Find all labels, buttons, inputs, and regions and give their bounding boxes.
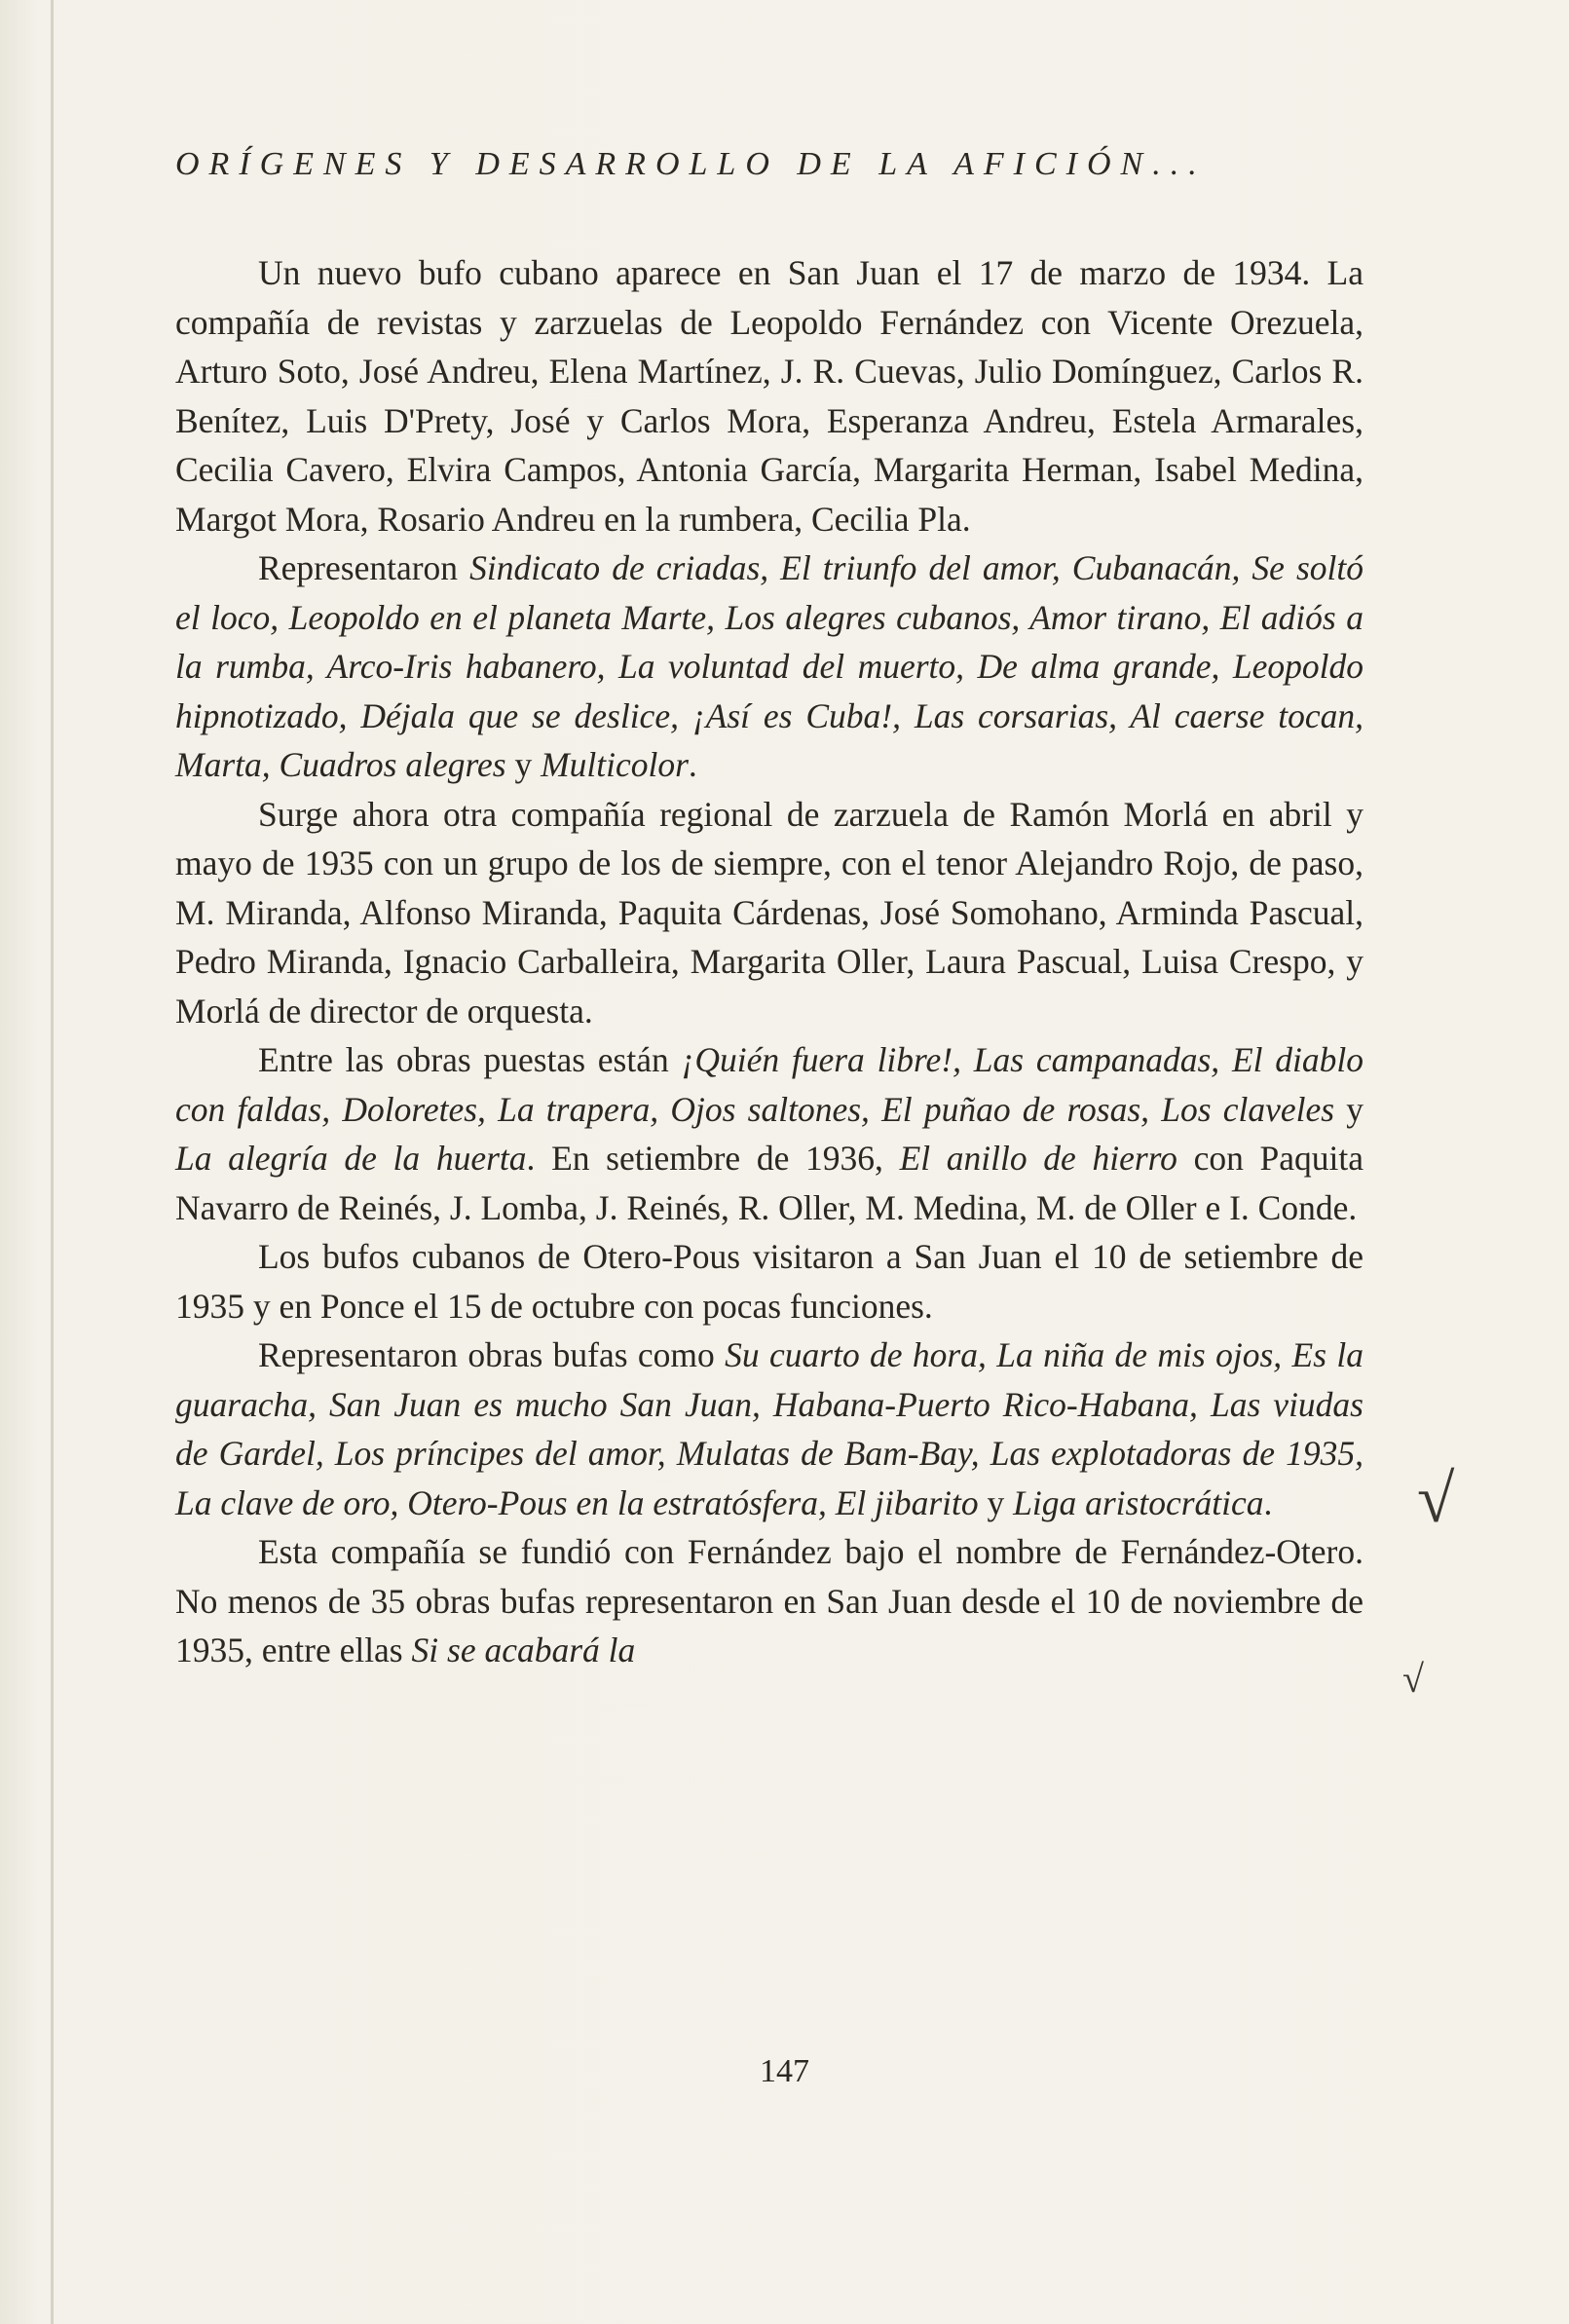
italic-title-run: Liga aristocrática [1013,1482,1264,1522]
paragraph [175,544,1364,790]
text-run: Representaron obras bufas como [258,1335,726,1374]
text-run: Un nuevo bufo cubano aparece en San Juan el 17 de marzo de 1934. La compañía de revistas y zarzuelas de Leopoldo Fernández con Vicente Orezuela, Arturo Soto, José Andreu, Elena Martínez, J. R. Cuevas, Julio Domínguez, Carlos R. Benítez, Luis D'Prety, José y Carlos Mora, Esperanza Andreu, Estela Armarales, Cecilia Cavero, Elvira Campos, Antonia García, Margarita Herman, Isabel Medina, Margot Mora, Rosario Andreu en la rumbera, Cecilia Pla. [175,253,1364,539]
italic-title-run: Multicolor [541,745,689,784]
paragraph [175,1527,1364,1675]
text-run: y [1334,1089,1364,1129]
italic-title-run: Si se acabará la [411,1631,636,1669]
italic-title-run: Sindicato de criadas, El triunfo del amor, Cubanacán, Se soltó el loco, Leopoldo en el planeta Marte, Los alegres cubanos, Amor tirano, El adiós a la rumba, Arco-Iris habanero, La voluntad del muerto, De alma grande, Leopoldo hipnotizado, Déjala que se deslice, ¡Así es Cuba!, Las corsarias, Al caerse tocan, Marta, Cuadros alegres [175,548,1364,784]
running-head: ORÍGENES Y DESARROLLO DE LA AFICIÓN... [175,146,1207,182]
text-run: Representaron [258,548,470,587]
text-run: Entre las obras puestas están [258,1040,682,1079]
text-run: . En setiembre de 1936, [526,1139,900,1178]
paragraph [175,790,1364,1036]
text-run: . [688,745,697,784]
paragraph [175,1331,1364,1527]
text-run: Esta compañía se fundió con Fernández bajo el nombre de Fernández-Otero. No menos de 35 obras bufas representaron en San Juan desde el 10 de noviembre de 1935, entre ellas [175,1532,1364,1669]
italic-title-run: Su cuarto de hora, La niña de mis ojos, Es la guaracha, San Juan es mucho San Juan, Habana-Puerto Rico-Habana, Las viudas de Gardel, Los príncipes del amor, Mulatas de Bam-Bay, Las explotadoras de 1935, La clave de oro, Otero-Pous en la estratósfera, El jibarito [175,1335,1364,1522]
text-run: y [978,1482,1014,1522]
text-run: Los bufos cubanos de Otero-Pous visitaron a San Juan el 10 de setiembre de 1935 y en Ponce el 15 de octubre con pocas funciones. [175,1237,1364,1326]
text-run: Surge ahora otra compañía regional de zarzuela de Ramón Morlá en abril y mayo de 1935 con un grupo de los de siempre, con el tenor Alejandro Rojo, de paso, M. Miranda, Alfonso Miranda, Paquita Cárdenas, José Somohano, Arminda Pascual, Pedro Miranda, Ignacio Carballeira, Margarita Oller, Laura Pascual, Luisa Crespo, y Morlá de director de orquesta. [175,794,1364,1031]
page-gutter-shadow [51,0,54,2324]
text-run: y [505,745,542,784]
paragraph [175,1035,1364,1232]
margin-check-mark: √ [1417,1462,1455,1537]
italic-title-run: ¡Quién fuera libre!, Las campanadas, El diablo con faldas, Doloretes, La trapera, Ojos saltones, El puñao de rosas, Los claveles [175,1040,1364,1129]
text-run: . [1263,1482,1273,1522]
paragraph [175,248,1364,544]
paragraph [175,1232,1364,1331]
italic-title-run: La alegría de la huerta [175,1139,527,1178]
body-text [175,248,1364,1675]
text-run: con Paquita Navarro de Reinés, J. Lomba, J. Reinés, R. Oller, M. Medina, M. de Oller e I. Conde. [175,1139,1364,1227]
italic-title-run: El anillo de hierro [899,1139,1177,1178]
page-number: 147 [760,2053,809,2089]
margin-check-mark-small: √ [1402,1657,1424,1701]
